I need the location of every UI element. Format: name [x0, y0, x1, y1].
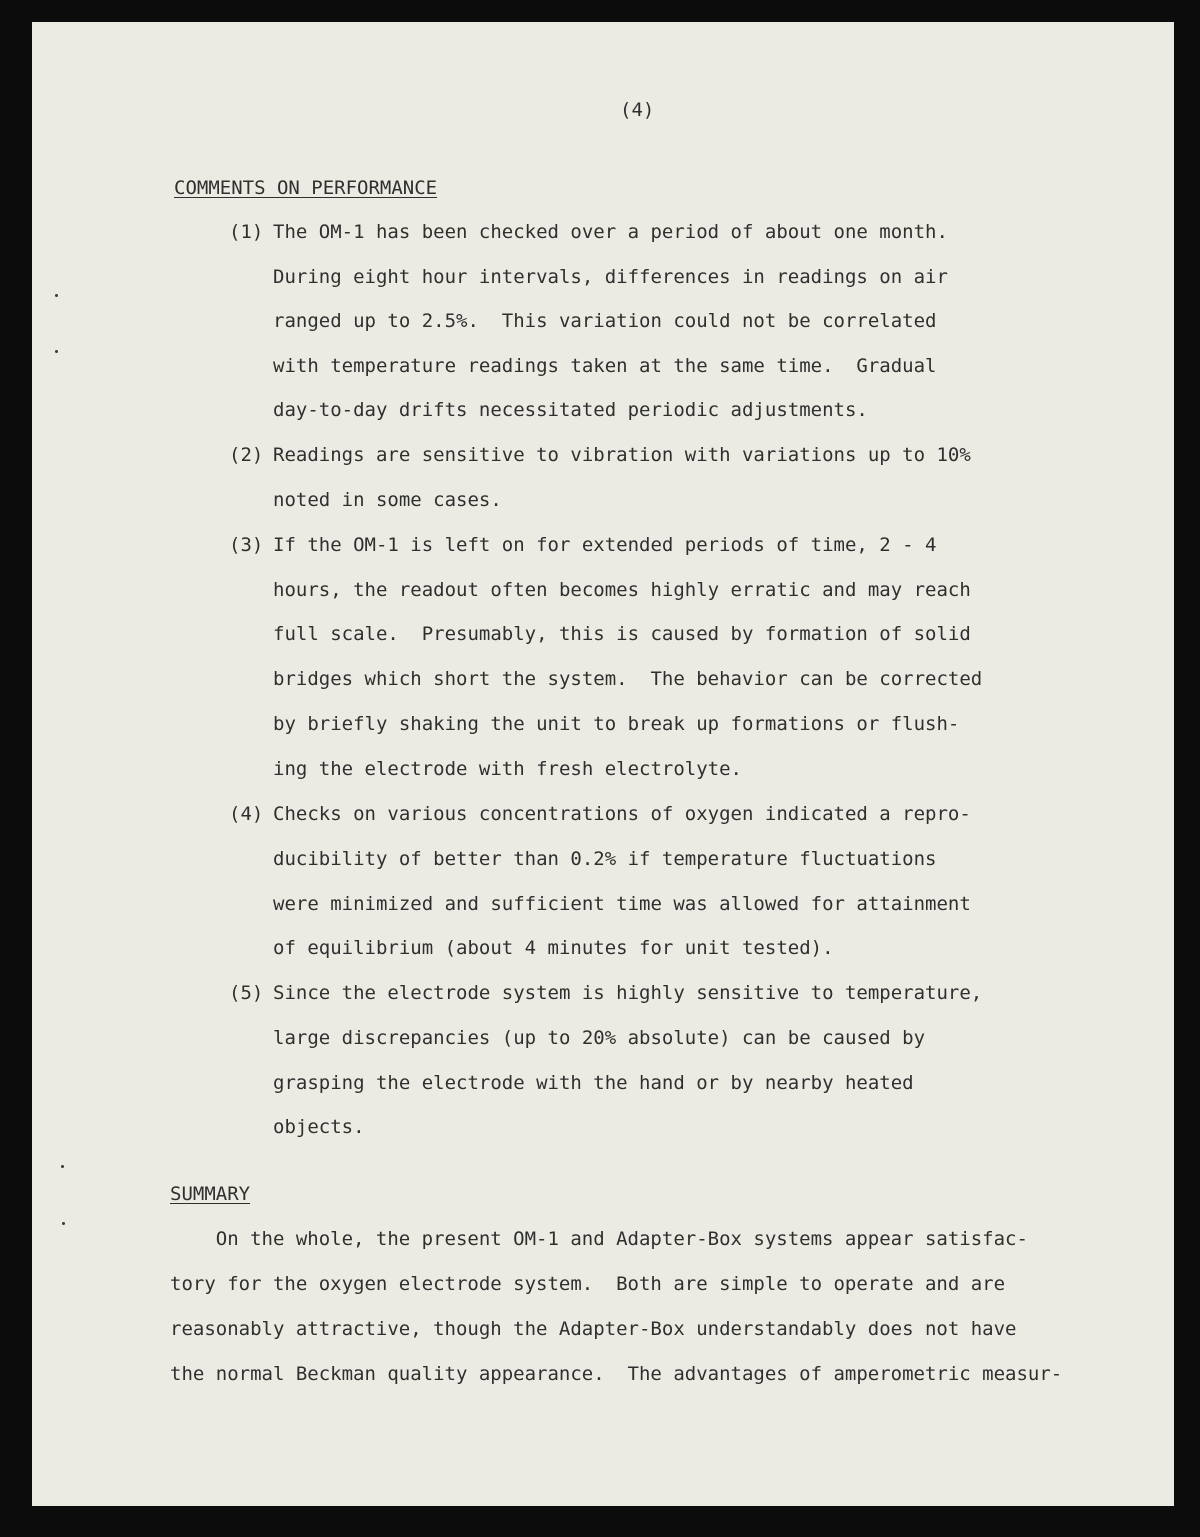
item-text-line: day-to-day drifts necessitated periodic adjustments. — [273, 399, 868, 421]
item-number: (2) — [229, 444, 264, 466]
summary-text-line: tory for the oxygen electrode system. Both are simple to operate and are — [170, 1273, 1006, 1295]
item-text-line: Since the electrode system is highly sensitive to temperature, — [273, 982, 983, 1004]
summary-text-line: On the whole, the present OM-1 and Adapter-Box systems appear satisfac- — [170, 1228, 1028, 1250]
margin-speck — [61, 1165, 64, 1168]
item-text-line: Checks on various concentrations of oxygen indicated a repro- — [273, 803, 971, 825]
item-text-line: ducibility of better than 0.2% if temperature fluctuations — [273, 848, 937, 870]
item-text-line: grasping the electrode with the hand or by nearby heated — [273, 1072, 914, 1094]
item-text-line: full scale. Presumably, this is caused by formation of solid — [273, 623, 971, 645]
section-heading-comments: COMMENTS ON PERFORMANCE — [174, 177, 438, 199]
document-page — [32, 22, 1174, 1506]
summary-text-line: reasonably attractive, though the Adapter-Box understandably does not have — [170, 1318, 1017, 1340]
margin-speck — [55, 294, 58, 297]
margin-speck — [55, 350, 58, 353]
item-text-line: If the OM-1 is left on for extended periods of time, 2 - 4 — [273, 534, 937, 556]
item-text-line: large discrepancies (up to 20% absolute) can be caused by — [273, 1027, 926, 1049]
page-number: (4) — [620, 99, 655, 121]
item-text-line: The OM-1 has been checked over a period of about one month. — [273, 221, 948, 243]
item-text-line: of equilibrium (about 4 minutes for unit tested). — [273, 937, 834, 959]
item-text-line: objects. — [273, 1116, 365, 1138]
summary-text-line: the normal Beckman quality appearance. The advantages of amperometric measur- — [170, 1363, 1063, 1385]
item-text-line: ing the electrode with fresh electrolyte. — [273, 758, 742, 780]
item-number: (3) — [229, 534, 264, 556]
item-text-line: hours, the readout often becomes highly erratic and may reach — [273, 579, 971, 601]
item-text-line: were minimized and sufficient time was allowed for attainment — [273, 893, 971, 915]
item-text-line: noted in some cases. — [273, 489, 502, 511]
item-text-line: During eight hour intervals, differences in readings on air — [273, 266, 948, 288]
item-number: (5) — [229, 982, 264, 1004]
item-text-line: bridges which short the system. The behavior can be corrected — [273, 668, 983, 690]
section-heading-summary: SUMMARY — [170, 1183, 251, 1205]
item-number: (4) — [229, 803, 264, 825]
item-text-line: by briefly shaking the unit to break up formations or flush- — [273, 713, 960, 735]
item-text-line: ranged up to 2.5%. This variation could not be correlated — [273, 310, 937, 332]
margin-speck — [62, 1222, 65, 1225]
item-text-line: with temperature readings taken at the same time. Gradual — [273, 355, 937, 377]
item-number: (1) — [229, 221, 264, 243]
item-text-line: Readings are sensitive to vibration with variations up to 10% — [273, 444, 971, 466]
